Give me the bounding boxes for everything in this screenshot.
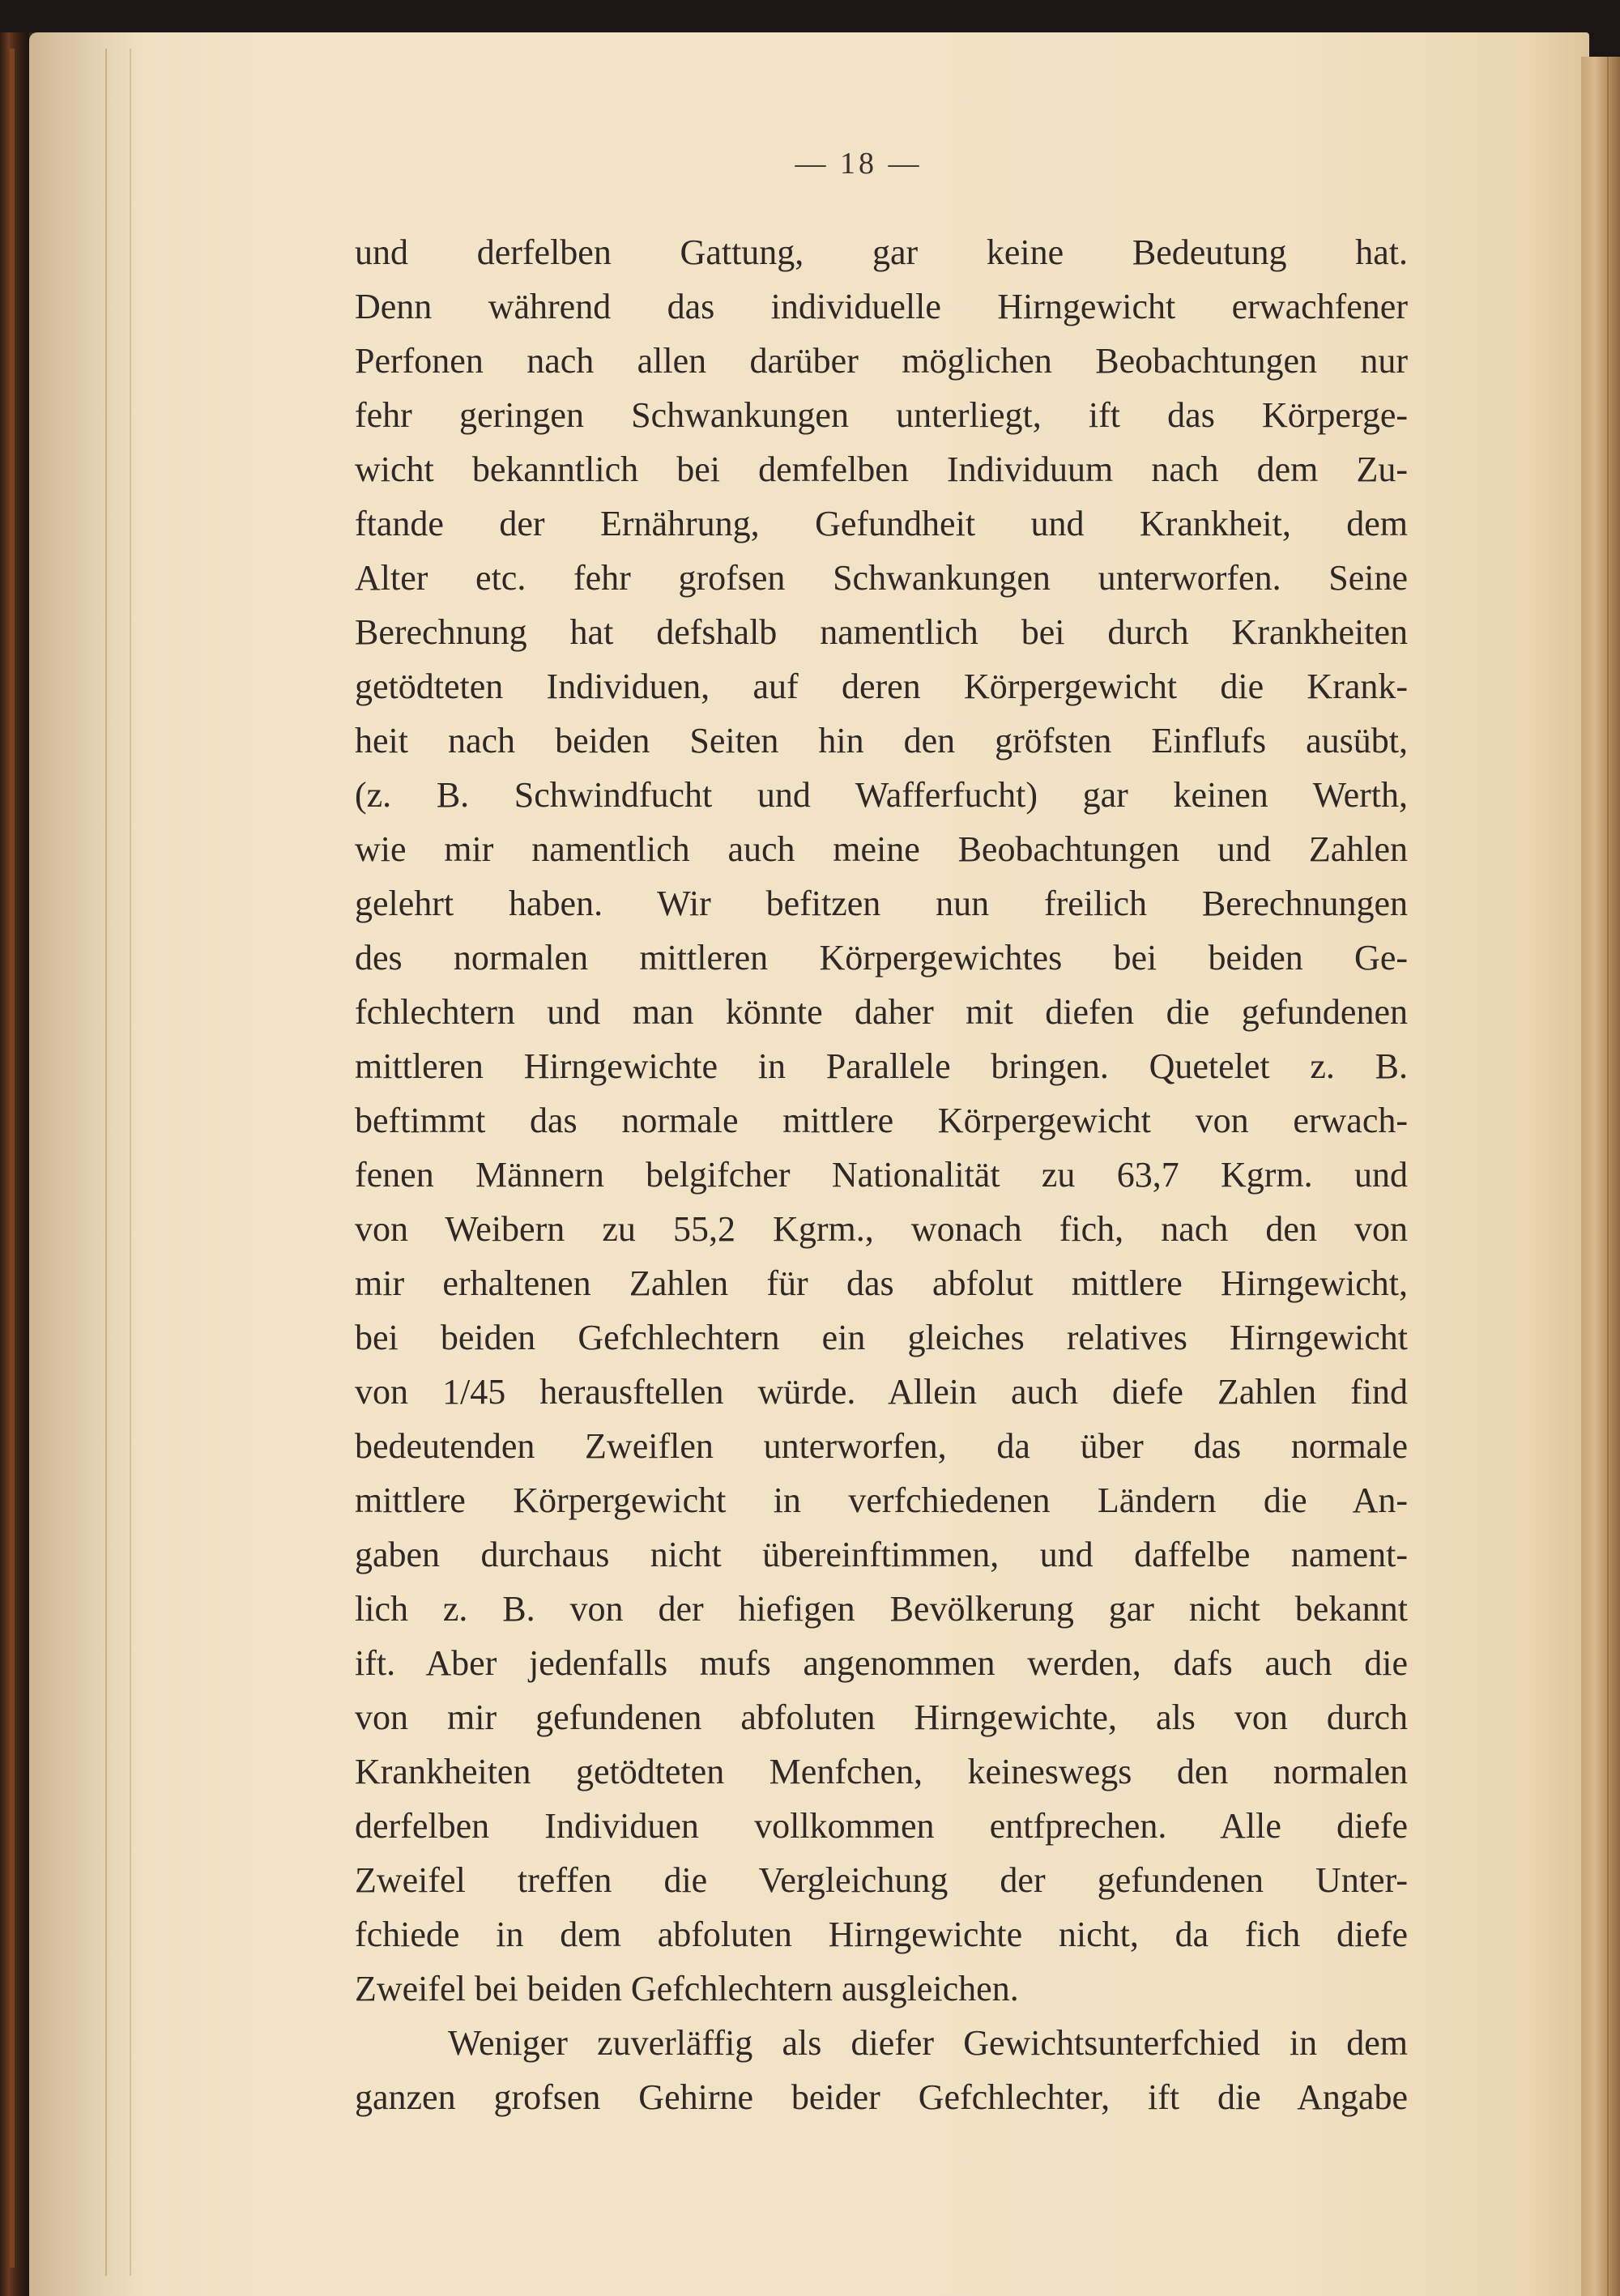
text-line: Denn während das individuelle Hirngewicht erwachfener <box>355 287 1408 326</box>
text-line: Zweifel treffen die Vergleichung der gefundenen Unter- <box>355 1860 1408 1900</box>
text-line: ift. Aber jedenfalls mufs angenommen werden, dafs auch die <box>355 1643 1408 1683</box>
page-fore-edge <box>1581 57 1620 2296</box>
text-line: fenen Männern belgifcher Nationalität zu 63,7 Kgrm. und <box>355 1155 1408 1195</box>
text-line: heit nach beiden Seiten hin den gröfsten Einflufs ausübt, <box>355 721 1408 760</box>
text-line: Alter etc. fehr grofsen Schwankungen unterworfen. Seine <box>355 558 1408 598</box>
text-line: fehr geringen Schwankungen unterliegt, ift das Körperge- <box>355 395 1408 435</box>
text-line: wicht bekanntlich bei demfelben Individuum nach dem Zu- <box>355 449 1408 489</box>
gutter-crease <box>130 49 131 2276</box>
text-line: von Weibern zu 55,2 Kgrm., wonach fich, nach den von <box>355 1209 1408 1249</box>
text-line: mir erhaltenen Zahlen für das abfolut mittlere Hirngewicht, <box>355 1263 1408 1303</box>
text-line: beftimmt das normale mittlere Körpergewicht von erwach- <box>355 1101 1408 1140</box>
text-line: von 1/45 herausftellen würde. Allein auch diefe Zahlen find <box>355 1372 1408 1412</box>
text-line: Krankheiten getödteten Menfchen, keineswegs den normalen <box>355 1752 1408 1791</box>
text-line: bedeutenden Zweiflen unterworfen, da über das normale <box>355 1426 1408 1466</box>
book-binding-edge <box>0 32 29 2296</box>
text-line: von mir gefundenen abfoluten Hirngewichte, als von durch <box>355 1698 1408 1737</box>
text-line: getödteten Individuen, auf deren Körpergewicht die Krank- <box>355 667 1408 706</box>
text-line: (z. B. Schwindfucht und Wafferfucht) gar keinen Werth, <box>355 775 1408 815</box>
text-line: Zweifel bei beiden Gefchlechtern ausgleichen. <box>355 1969 1019 2008</box>
text-line: ftande der Ernährung, Gefundheit und Krankheit, dem <box>355 504 1408 543</box>
text-line: mittleren Hirngewichte in Parallele bringen. Quetelet z. B. <box>355 1046 1408 1086</box>
text-line: fchiede in dem abfoluten Hirngewichte nicht, da fich diefe <box>355 1915 1408 1954</box>
text-line: lich z. B. von der hiefigen Bevölkerung gar nicht bekannt <box>355 1589 1408 1629</box>
text-line: gelehrt haben. Wir befitzen nun freilich Berechnungen <box>355 884 1408 923</box>
page-number: — 18 — <box>795 147 923 181</box>
text-line: Perfonen nach allen darüber möglichen Beobachtungen nur <box>355 341 1408 381</box>
body-text <box>355 225 1408 2124</box>
text-line: mittlere Körpergewicht in verfchiedenen Ländern die An- <box>355 1480 1408 1520</box>
gutter-shadow <box>29 32 143 2296</box>
text-line: und derfelben Gattung, gar keine Bedeutung hat. <box>355 232 1408 272</box>
gutter-crease <box>105 49 107 2276</box>
page-fore-edge-line <box>1607 57 1609 2296</box>
text-line: des normalen mittleren Körpergewichtes bei beiden Ge- <box>355 938 1408 978</box>
binding-stripe <box>10 49 15 2268</box>
text-line: wie mir namentlich auch meine Beobachtungen und Zahlen <box>355 829 1408 869</box>
text-line: Berechnung hat defshalb namentlich bei durch Krankheiten <box>355 612 1408 652</box>
text-line: fchlechtern und man könnte daher mit diefen die gefundenen <box>355 992 1408 1032</box>
text-line: derfelben Individuen vollkommen entfprechen. Alle diefe <box>355 1806 1408 1846</box>
text-line: ganzen grofsen Gehirne beider Gefchlechter, ift die Angabe <box>355 2077 1408 2117</box>
text-line: gaben durchaus nicht übereinftimmen, und daffelbe nament- <box>355 1535 1408 1574</box>
text-line: bei beiden Gefchlechtern ein gleiches relatives Hirngewicht <box>355 1318 1408 1357</box>
text-line: Weniger zuverläffig als diefer Gewichtsunterfchied in dem <box>448 2023 1408 2063</box>
